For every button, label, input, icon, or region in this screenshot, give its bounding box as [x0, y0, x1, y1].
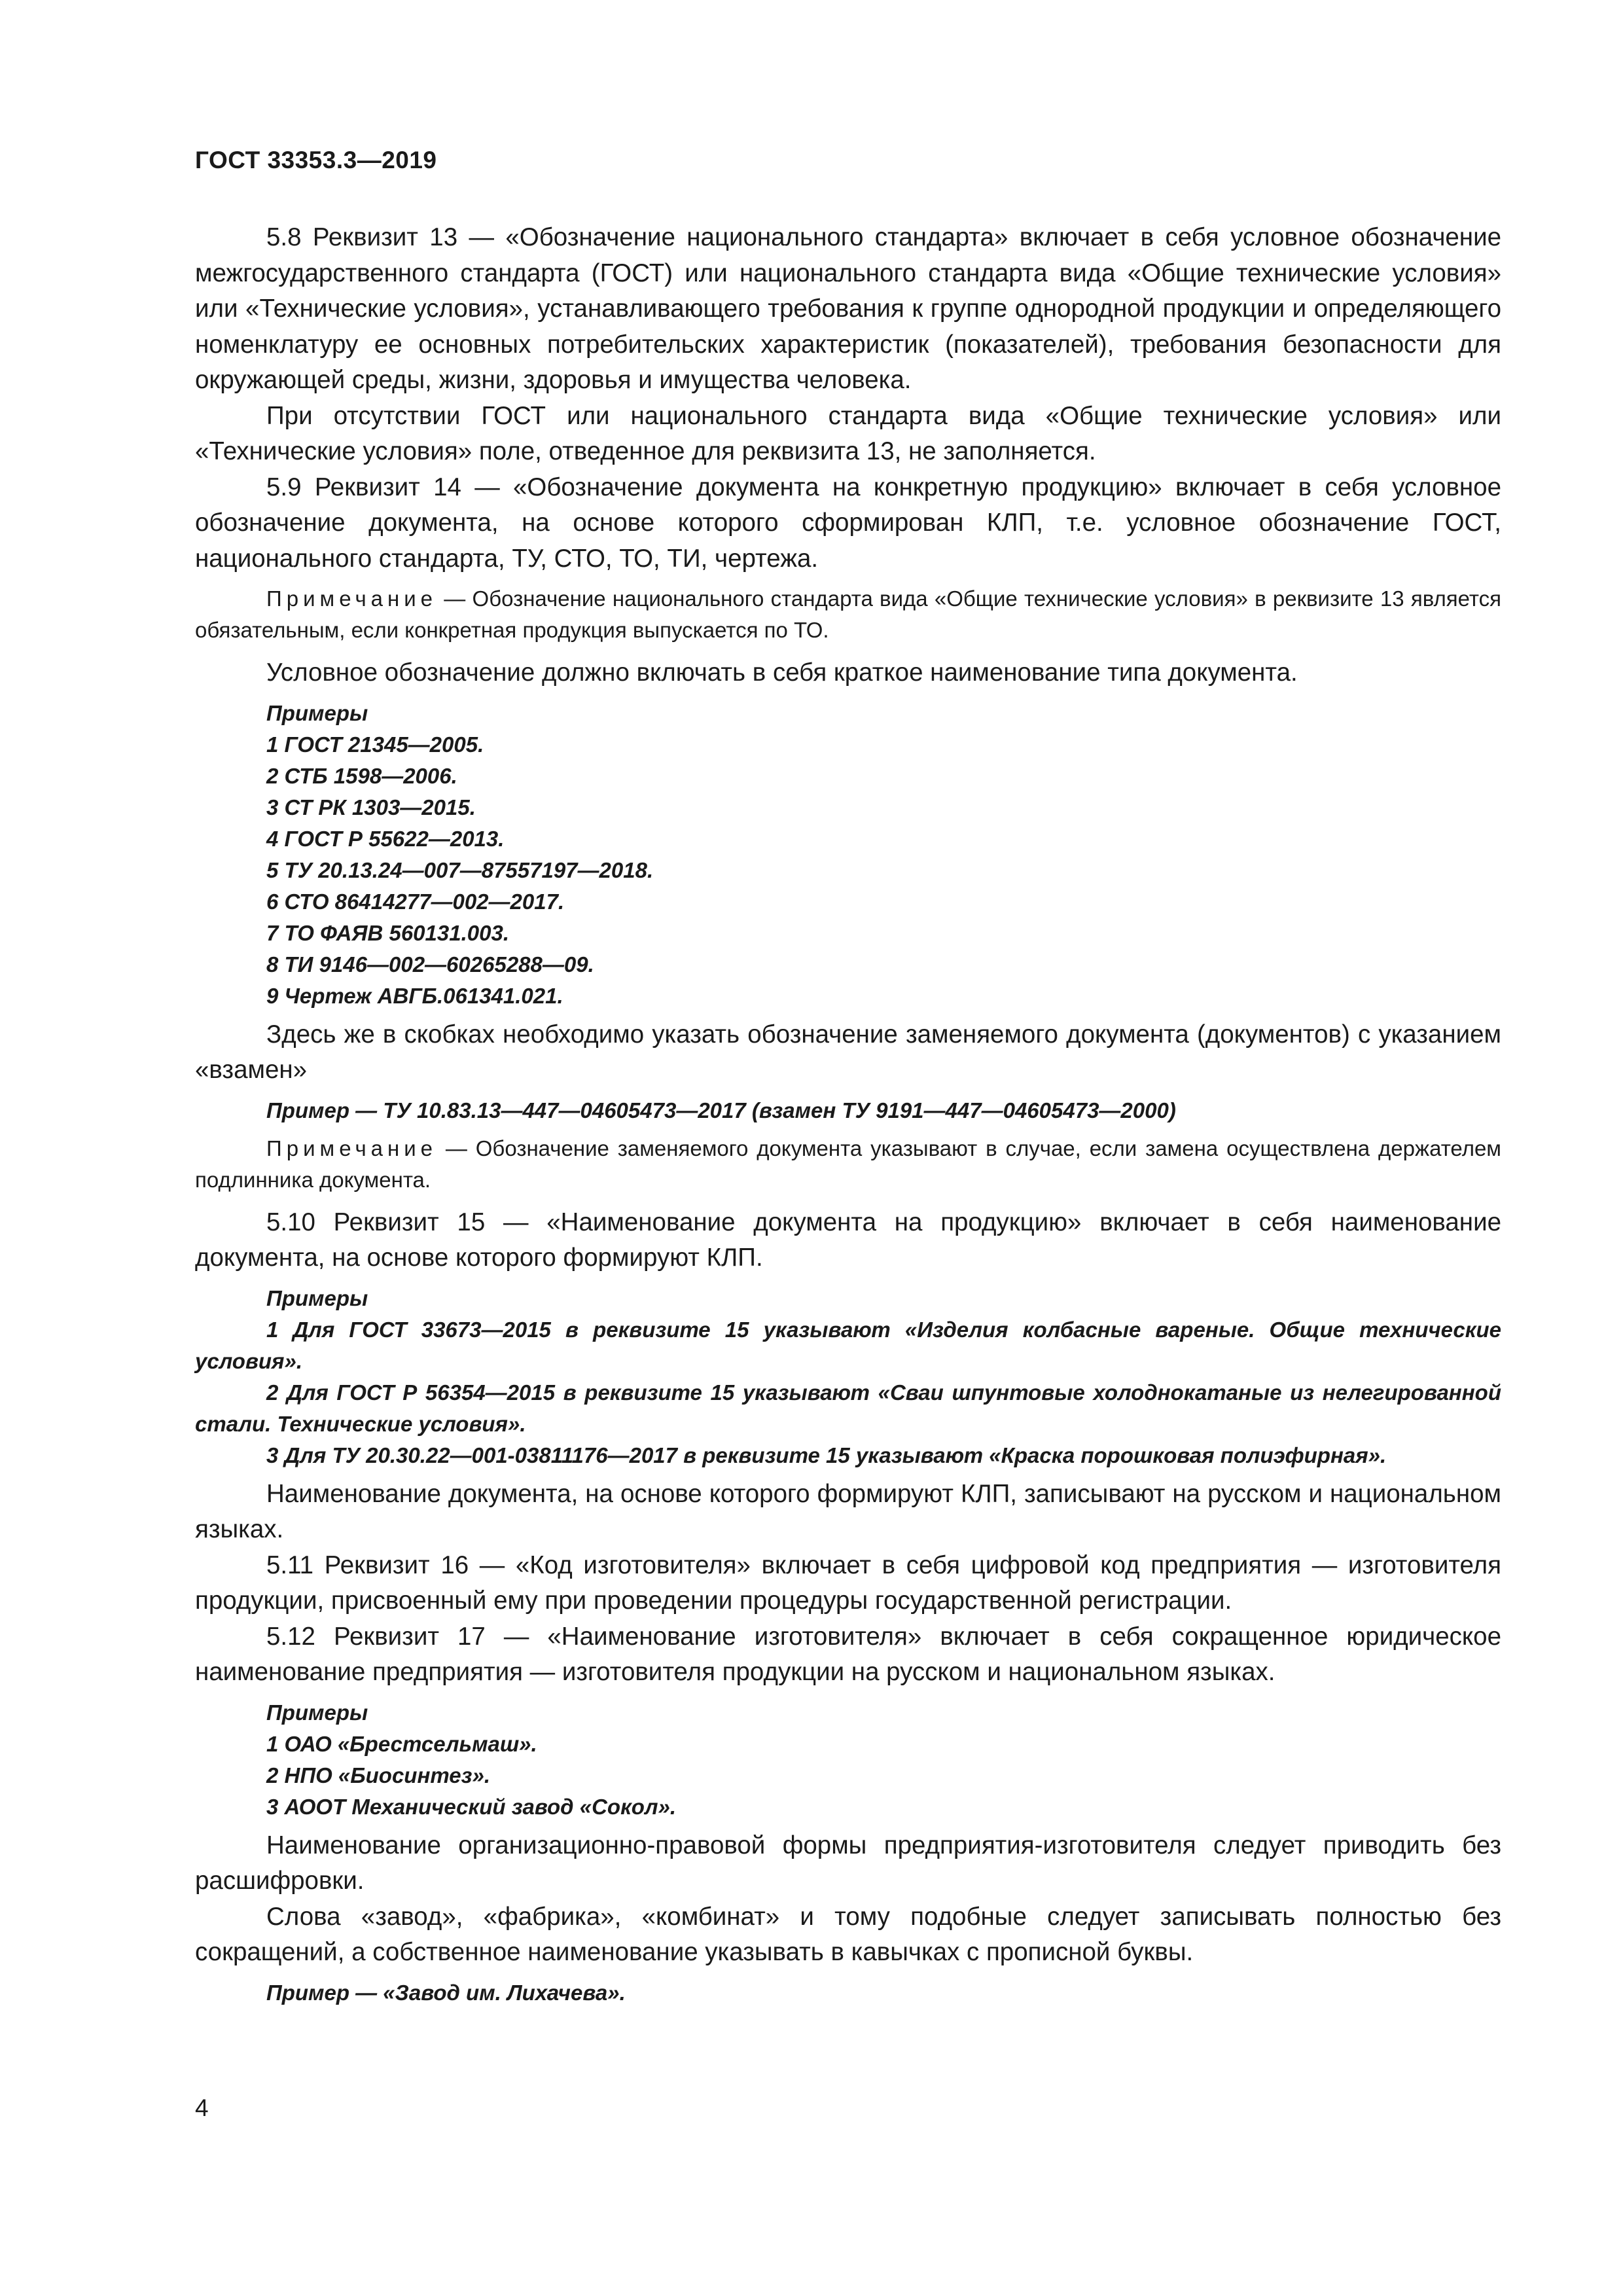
example-item: 3 Для ТУ 20.30.22—001-03811176—2017 в реквизите 15 указывают «Краска порошковая полиэфирная».	[266, 1443, 1387, 1467]
example-item: 3 АООТ Механический завод «Сокол».	[266, 1794, 677, 1819]
example-item: 1 Для ГОСТ 33673—2015 в реквизите 15 указывают «Изделия колбасные вареные. Общие технические условия».	[195, 1317, 1501, 1373]
examples-manufacturers	[195, 1697, 1501, 1823]
example-replace: Пример — ТУ 10.83.13—447—04605473—2017 (взамен ТУ 9191—447—04605473—2000)	[266, 1098, 1176, 1122]
example-item: 2 НПО «Биосинтез».	[266, 1763, 491, 1787]
paragraph-words: Слова «завод», «фабрика», «комбинат» и тому подобные следует записывать полностью без сокращений, а собственное наименование указывать в кавычках с прописной буквы.	[195, 1902, 1501, 1966]
paragraph-short-name: Условное обозначение должно включать в себя краткое наименование типа документа.	[266, 658, 1298, 687]
examples-document-names	[195, 1283, 1501, 1471]
note-label: Примечание	[266, 1136, 438, 1160]
example-item: 1 ОАО «Брестсельмаш».	[266, 1731, 537, 1756]
document-body	[195, 220, 1501, 2014]
paragraph-5-9: 5.9 Реквизит 14 — «Обозначение документа на конкретную продукцию» включает в себя условное обозначение документа, на основе которого сформирован КЛП, т.е. условное обозначение ГОСТ, национального стандарта, ТУ, СТО, ТО, ТИ, чертежа.	[195, 473, 1501, 573]
paragraph-org-form: Наименование организационно-правовой формы предприятия-изготовителя следует приводить без расшифровки.	[195, 1831, 1501, 1895]
note-label: Примечание	[266, 586, 438, 611]
paragraph-5-11: 5.11 Реквизит 16 — «Код изготовителя» включает в себя цифровой код предприятия — изготовителя продукции, присвоенный ему при проведении процедуры государственной регистрации.	[195, 1551, 1501, 1615]
example-item: 7 ТО ФАЯВ 560131.003.	[266, 920, 509, 945]
example-final-block	[195, 1977, 1501, 2009]
example-item: 3 СТ РК 1303—2015.	[266, 795, 476, 819]
note-text: — Обозначение национального стандарта вида «Общие технические условия» в реквизите 13 является обязательным, если конкретная продукция выпускается по ТО.	[195, 586, 1501, 642]
example-final: Пример — «Завод им. Лихачева».	[266, 1980, 626, 2005]
document-header: ГОСТ 33353.3—2019	[195, 147, 437, 173]
example-item: 2 СТБ 1598—2006.	[266, 763, 457, 788]
paragraph-5-10: 5.10 Реквизит 15 — «Наименование документа на продукцию» включает в себя наименование документа, на основе которого формируют КЛП.	[195, 1208, 1501, 1272]
examples-designations	[195, 698, 1501, 1012]
note-text: — Обозначение заменяемого документа указывают в случае, если замена осуществлена держателем подлинника документа.	[195, 1136, 1501, 1192]
example-item: 8 ТИ 9146—002—60265288—09.	[266, 952, 594, 977]
note-1	[195, 583, 1501, 646]
paragraph-5-8: 5.8 Реквизит 13 — «Обозначение национального стандарта» включает в себя условное обозначение межгосударственного стандарта (ГОСТ) или национального стандарта вида «Общие технические условия» или «Технические условия», устанавливающего требования к группе однородной продукции и определяющего номенклатуру ее основных потребительских характеристик (показателей), требования безопасности для окружающей среды, жизни, здоровья и имущества человека.	[195, 223, 1501, 394]
examples-heading: Примеры	[266, 700, 368, 725]
page-number: 4	[195, 2094, 209, 2121]
paragraph-5-8-absence: При отсутствии ГОСТ или национального стандарта вида «Общие технические условия» или «Технические условия» поле, отведенное для реквизита 13, не заполняется.	[195, 401, 1501, 465]
paragraph-5-12: 5.12 Реквизит 17 — «Наименование изготовителя» включает в себя сокращенное юридическое наименование предприятия — изготовителя продукции на русском и национальном языках.	[195, 1622, 1501, 1686]
note-2	[195, 1133, 1501, 1196]
examples-heading: Примеры	[266, 1285, 368, 1310]
examples-heading: Примеры	[266, 1700, 368, 1725]
example-replace-block	[195, 1095, 1501, 1126]
example-item: 9 Чертеж АВГБ.061341.021.	[266, 983, 563, 1008]
paragraph-replace: Здесь же в скобках необходимо указать обозначение заменяемого документа (документов) с указанием «взамен»	[195, 1020, 1501, 1084]
example-item: 1 ГОСТ 21345—2005.	[266, 732, 484, 757]
example-item: 4 ГОСТ Р 55622—2013.	[266, 826, 505, 851]
paragraph-languages: Наименование документа, на основе которого формируют КЛП, записывают на русском и национальном языках.	[195, 1479, 1501, 1543]
example-item: 6 СТО 86414277—002—2017.	[266, 889, 565, 914]
example-item: 2 Для ГОСТ Р 56354—2015 в реквизите 15 указывают «Сваи шпунтовые холоднокатаные из нелегированной стали. Технические условия».	[195, 1380, 1501, 1436]
example-item: 5 ТУ 20.13.24—007—87557197—2018.	[266, 857, 654, 882]
